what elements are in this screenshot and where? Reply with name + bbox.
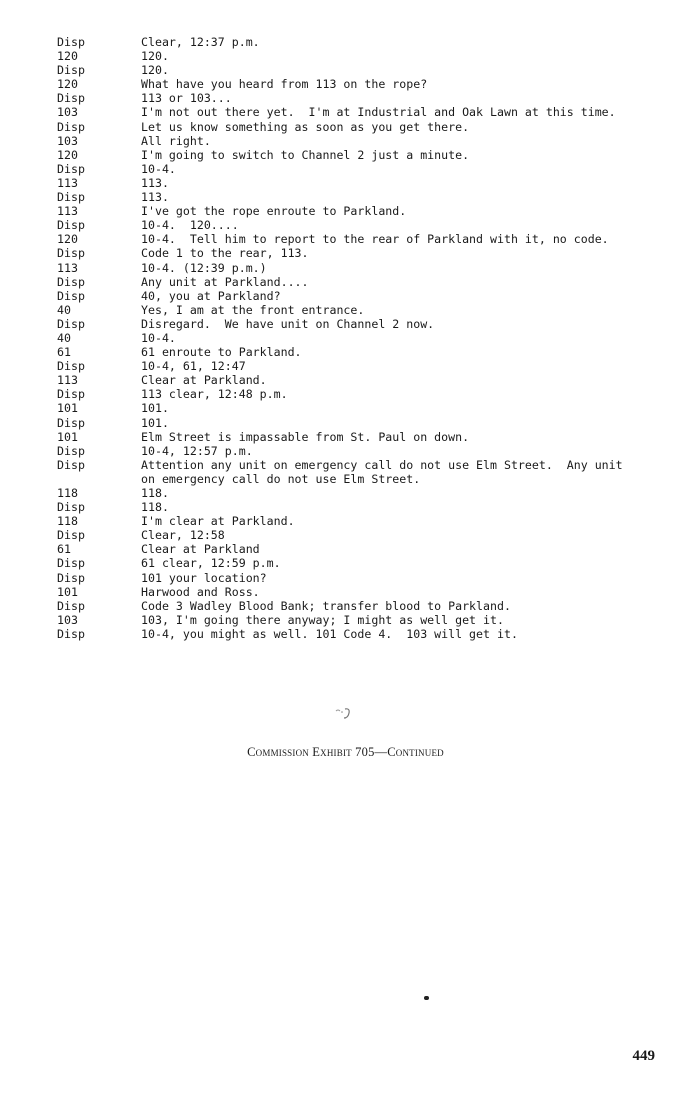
speaker-label: Disp <box>57 288 85 303</box>
message-text: Harwood and Ross. <box>141 584 260 599</box>
speaker-label: Disp <box>57 161 85 176</box>
transcript-row <box>57 49 657 63</box>
speaker-label: Disp <box>57 274 85 289</box>
message-text: 103, I'm going there anyway; I might as well get it. <box>141 612 504 627</box>
message-text: 101 your location? <box>141 570 267 585</box>
message-text: 10-4. <box>141 161 176 176</box>
speaker-label: 120 <box>57 77 78 92</box>
message-text: 61 enroute to Parkland. <box>141 345 302 360</box>
exhibit-caption: Commission Exhibit 705—Continued <box>247 745 444 759</box>
message-text: 10-4. <box>141 330 176 345</box>
message-text: 118. <box>141 500 169 515</box>
transcript-row <box>57 91 657 105</box>
speaker-label: Disp <box>57 316 85 331</box>
transcript-row <box>57 232 657 246</box>
transcript-row <box>57 345 657 359</box>
transcript-row <box>57 176 657 190</box>
transcript-row <box>57 331 657 345</box>
message-text: 113 or 103... <box>141 91 232 106</box>
message-text: Clear at Parkland. <box>141 373 267 388</box>
speaker-label: Disp <box>57 35 85 49</box>
message-text: 113 clear, 12:48 p.m. <box>141 387 288 402</box>
message-text: Clear, 12:58 <box>141 528 225 543</box>
message-text: 10-4, 12:57 p.m. <box>141 443 253 458</box>
transcript-row <box>57 275 657 289</box>
transcript-row <box>57 542 657 556</box>
message-text: 40, you at Parkland? <box>141 288 281 303</box>
message-text: I'm clear at Parkland. <box>141 514 295 529</box>
message-text: 61 clear, 12:59 p.m. <box>141 556 281 571</box>
transcript-row <box>57 204 657 218</box>
speaker-label: 40 <box>57 302 71 317</box>
speaker-label: 118 <box>57 486 78 500</box>
message-text: 120. <box>141 63 169 78</box>
message-text: 120. <box>141 49 169 64</box>
message-text: 113. <box>141 175 169 190</box>
transcript-row <box>57 289 657 303</box>
speaker-label: Disp <box>57 443 85 458</box>
message-text: Clear at Parkland <box>141 542 260 557</box>
speaker-label: Disp <box>57 556 85 571</box>
transcript-row <box>57 500 657 514</box>
message-text: 113. <box>141 190 169 205</box>
message-text: 101. <box>141 401 169 416</box>
speaker-label: Disp <box>57 626 85 641</box>
message-text: Let us know something as soon as you get there. <box>141 119 470 134</box>
speaker-label: 40 <box>57 330 71 345</box>
speaker-label: 113 <box>57 260 78 275</box>
message-text: Any unit at Parkland.... <box>141 274 309 289</box>
speaker-label: Disp <box>57 528 85 543</box>
message-text: Clear, 12:37 p.m. <box>141 35 260 49</box>
transcript-row <box>57 134 657 148</box>
speaker-label: Disp <box>57 246 85 261</box>
speaker-label: 103 <box>57 612 78 627</box>
message-text: Yes, I am at the front entrance. <box>141 302 365 317</box>
speaker-label: Disp <box>57 598 85 613</box>
message-text: All right. <box>141 133 211 148</box>
speaker-label: Disp <box>57 387 85 402</box>
message-text: 10-4, you might as well. 101 Code 4. 103 will get it. <box>141 626 518 641</box>
transcript-row <box>57 373 657 387</box>
transcript-row <box>57 261 657 275</box>
transcript-row <box>57 162 657 176</box>
message-text: Disregard. We have unit on Channel 2 now. <box>141 316 435 331</box>
speaker-label: 120 <box>57 232 78 247</box>
speaker-label: Disp <box>57 119 85 134</box>
speaker-label: 120 <box>57 147 78 162</box>
speaker-label: 113 <box>57 204 78 219</box>
speaker-label: Disp <box>57 63 85 78</box>
transcript-row <box>57 514 657 528</box>
speaker-label: Disp <box>57 500 85 515</box>
speaker-label: 113 <box>57 175 78 190</box>
transcript-row <box>57 246 657 260</box>
speaker-label: 103 <box>57 105 78 120</box>
message-text: Code 3 Wadley Blood Bank; transfer blood to Parkland. <box>141 598 511 613</box>
transcript-row <box>57 430 657 444</box>
transcript-row <box>57 190 657 204</box>
radio-transcript <box>57 35 657 641</box>
transcript-row <box>57 416 657 430</box>
transcript-row <box>57 303 657 317</box>
speaker-label: 120 <box>57 49 78 64</box>
transcript-row <box>57 401 657 415</box>
speaker-label: Disp <box>57 570 85 585</box>
transcript-row <box>57 613 657 627</box>
transcript-row <box>57 571 657 585</box>
transcript-row <box>57 105 657 119</box>
transcript-row <box>57 359 657 373</box>
message-text: 10-4. Tell him to report to the rear of Parkland with it, no code. <box>141 232 609 247</box>
speaker-label: Disp <box>57 415 85 430</box>
speaker-label: Disp <box>57 91 85 106</box>
transcript-row <box>57 120 657 134</box>
speaker-label: 101 <box>57 584 78 599</box>
transcript-row <box>57 317 657 331</box>
message-text: Elm Street is impassable from St. Paul on down. <box>141 429 470 444</box>
speaker-label: 101 <box>57 429 78 444</box>
transcript-row <box>57 218 657 232</box>
transcript-row <box>57 63 657 77</box>
speaker-label: 118 <box>57 514 78 529</box>
message-text: Attention any unit on emergency call do not use Elm Street. Any unit on emergency call do not use Elm Street. <box>141 457 630 486</box>
speaker-label: Disp <box>57 190 85 205</box>
message-text: Code 1 to the rear, 113. <box>141 246 309 261</box>
message-text: I've got the rope enroute to Parkland. <box>141 204 407 219</box>
message-text: 10-4. (12:39 p.m.) <box>141 260 267 275</box>
speaker-label: 113 <box>57 373 78 388</box>
transcript-row <box>57 148 657 162</box>
speaker-label: Disp <box>57 218 85 233</box>
transcript-row <box>57 599 657 613</box>
page-number: 449 <box>632 1048 655 1064</box>
transcript-row <box>57 444 657 458</box>
speaker-label: 103 <box>57 133 78 148</box>
ink-dot <box>424 996 429 1000</box>
transcript-row <box>57 486 657 500</box>
message-text: 118. <box>141 486 169 500</box>
transcript-row <box>57 528 657 542</box>
speaker-label: 61 <box>57 345 71 360</box>
transcript-row <box>57 585 657 599</box>
transcript-row <box>57 387 657 401</box>
transcript-row <box>57 556 657 570</box>
message-text: 10-4, 61, 12:47 <box>141 359 246 374</box>
message-text: What have you heard from 113 on the rope? <box>141 77 428 92</box>
transcript-row <box>57 77 657 91</box>
message-text: 101. <box>141 415 169 430</box>
transcript-row <box>57 458 657 486</box>
speaker-label: 61 <box>57 542 71 557</box>
message-text: 10-4. 120.... <box>141 218 239 233</box>
message-text: I'm going to switch to Channel 2 just a minute. <box>141 147 470 162</box>
message-text: I'm not out there yet. I'm at Industrial and Oak Lawn at this time. <box>141 105 616 120</box>
speaker-label: Disp <box>57 457 85 472</box>
transcript-row <box>57 627 657 641</box>
speaker-label: Disp <box>57 359 85 374</box>
transcript-row <box>57 35 657 49</box>
stray-ink-mark <box>330 705 358 721</box>
speaker-label: 101 <box>57 401 78 416</box>
